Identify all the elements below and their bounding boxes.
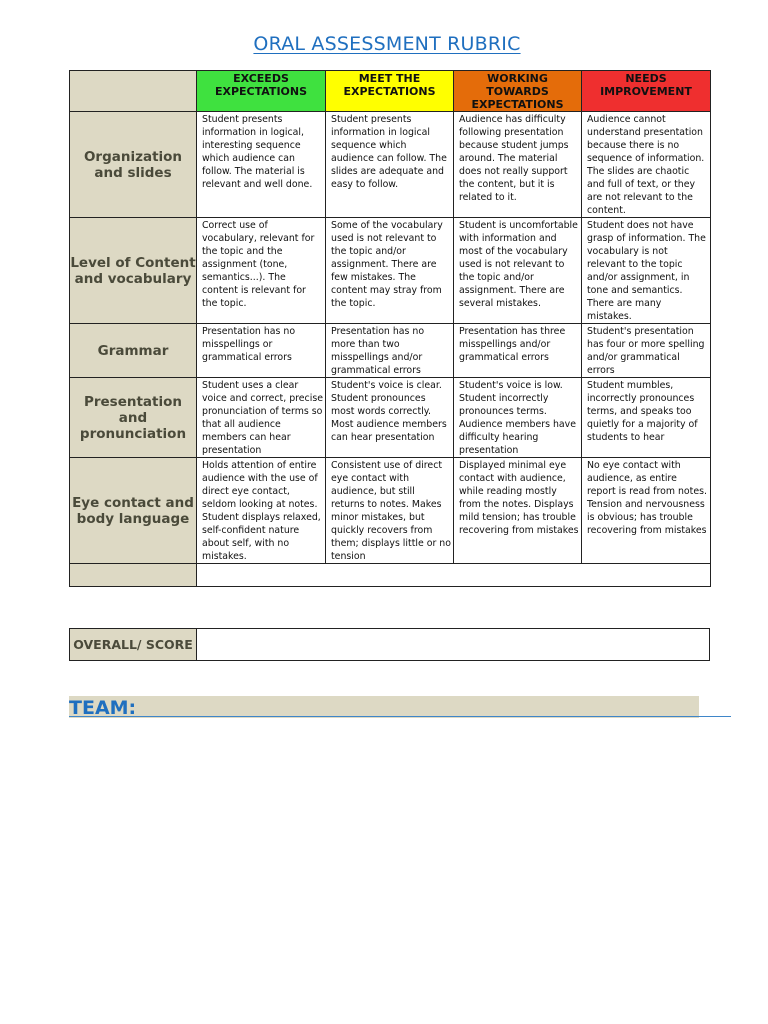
page-title bbox=[0, 33, 768, 55]
cell-content-needs: Student does not have grasp of information. The vocabulary is not relevant to the topic and/or assignment, in tone and semantics. There are many mistakes. bbox=[582, 218, 711, 324]
cell-content-working: Student is uncomfortable with information and most of the vocabulary used is not relevant to the topic and/or assignment. There are several mistakes. bbox=[454, 218, 582, 324]
cell-presentation-exceeds: Student uses a clear voice and correct, precise pronunciation of terms so that all audience members can hear presentation bbox=[197, 378, 326, 458]
blank-row-label bbox=[70, 564, 197, 587]
row-label-presentation: Presentation and pronunciation bbox=[70, 378, 197, 458]
team-label: TEAM: bbox=[69, 697, 137, 719]
team-field-background[interactable] bbox=[69, 696, 699, 718]
cell-grammar-meet: Presentation has no more than two misspellings and/or grammatical errors bbox=[326, 324, 454, 378]
cell-organization-needs: Audience cannot understand presentation because there is no sequence of information. The slides are chaotic and full of text, or they are not relevant to the content. bbox=[582, 112, 711, 218]
rubric-row bbox=[70, 218, 711, 324]
rubric-row bbox=[70, 112, 711, 218]
cell-content-meet: Some of the vocabulary used is not relevant to the topic and/or assignment. There are few mistakes. The content may stray from the topic. bbox=[326, 218, 454, 324]
cell-eye-exceeds: Holds attention of entire audience with the use of direct eye contact, seldom looking at notes. Student displays relaxed, self-confident nature about self, with no mistakes. bbox=[197, 458, 326, 564]
cell-content-exceeds: Correct use of vocabulary, relevant for the topic and the assignment (tone, semantics...). The content is relevant for the topic. bbox=[197, 218, 326, 324]
team-underline bbox=[69, 716, 731, 717]
rubric-row bbox=[70, 378, 711, 458]
overall-score-table bbox=[69, 628, 710, 661]
rubric-row bbox=[70, 458, 711, 564]
header-needs: NEEDS IMPROVEMENT bbox=[582, 71, 711, 112]
row-label-content-vocabulary: Level of Content and vocabulary bbox=[70, 218, 197, 324]
rubric-row bbox=[70, 324, 711, 378]
cell-eye-needs: No eye contact with audience, as entire report is read from notes. Tension and nervousness is obvious; has trouble recovering from mistakes bbox=[582, 458, 711, 564]
cell-organization-exceeds: Student presents information in logical, interesting sequence which audience can follow. The material is relevant and well done. bbox=[197, 112, 326, 218]
cell-grammar-exceeds: Presentation has no misspellings or grammatical errors bbox=[197, 324, 326, 378]
header-blank-cell bbox=[70, 71, 197, 112]
row-label-grammar: Grammar bbox=[70, 324, 197, 378]
blank-row bbox=[70, 564, 711, 587]
header-working: WORKING TOWARDS EXPECTATIONS bbox=[454, 71, 582, 112]
row-label-organization: Organization and slides bbox=[70, 112, 197, 218]
cell-presentation-meet: Student's voice is clear. Student pronounces most words correctly. Most audience members can hear presentation bbox=[326, 378, 454, 458]
cell-eye-working: Displayed minimal eye contact with audience, while reading mostly from the notes. Displays mild tension; has trouble recovering from mistakes bbox=[454, 458, 582, 564]
header-row bbox=[70, 71, 711, 112]
cell-organization-working: Audience has difficulty following presentation because student jumps around. The material does not really support the content, but it is related to it. bbox=[454, 112, 582, 218]
blank-row-cell[interactable] bbox=[197, 564, 711, 587]
cell-presentation-working: Student's voice is low. Student incorrectly pronounces terms. Audience members have difficulty hearing presentation bbox=[454, 378, 582, 458]
header-exceeds: EXCEEDS EXPECTATIONS bbox=[197, 71, 326, 112]
overall-score-label: OVERALL/ SCORE bbox=[70, 629, 197, 661]
header-meet: MEET THE EXPECTATIONS bbox=[326, 71, 454, 112]
cell-eye-meet: Consistent use of direct eye contact with audience, but still returns to notes. Makes minor mistakes, but quickly recovers from them; displays little or no tension bbox=[326, 458, 454, 564]
cell-grammar-needs: Student's presentation has four or more spelling and/or grammatical errors bbox=[582, 324, 711, 378]
overall-score-field[interactable] bbox=[197, 629, 710, 661]
rubric-table bbox=[69, 70, 711, 587]
cell-organization-meet: Student presents information in logical sequence which audience can follow. The slides are adequate and easy to follow. bbox=[326, 112, 454, 218]
cell-presentation-needs: Student mumbles, incorrectly pronounces terms, and speaks too quietly for a majority of students to hear bbox=[582, 378, 711, 458]
cell-grammar-working: Presentation has three misspellings and/or grammatical errors bbox=[454, 324, 582, 378]
page-title-text: ORAL ASSESSMENT RUBRIC bbox=[253, 33, 521, 55]
row-label-eye-contact: Eye contact and body language bbox=[70, 458, 197, 564]
